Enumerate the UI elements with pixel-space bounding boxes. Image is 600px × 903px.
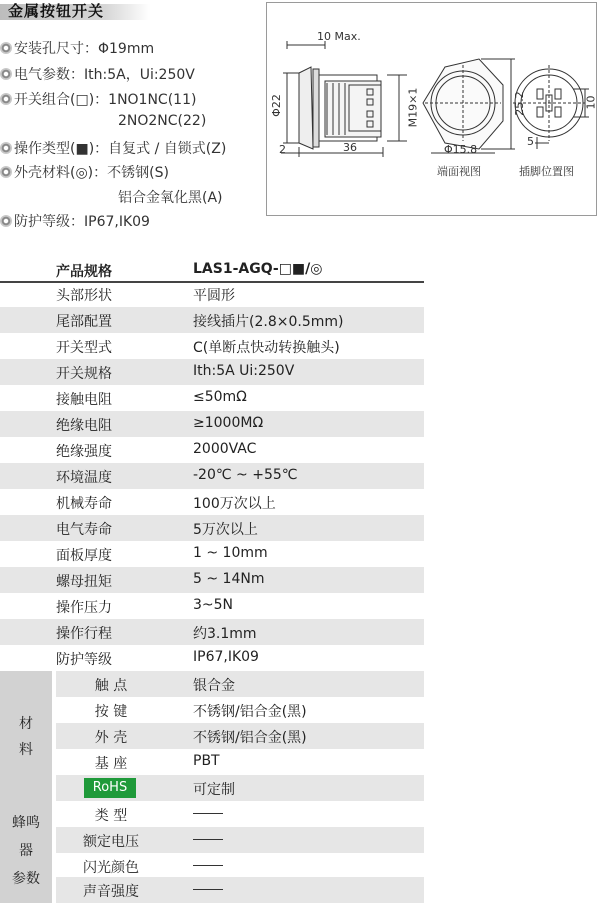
- row-label: 绝缘强度: [56, 444, 112, 460]
- row-value: 5万次以上: [193, 522, 258, 538]
- table-row: [56, 749, 424, 775]
- dim-label: Φ22: [269, 94, 283, 117]
- row-label: 防护等级: [56, 652, 112, 668]
- empty-value-dash: [193, 805, 223, 821]
- row-value: C(单断点快动转换触头): [193, 340, 340, 356]
- bullet-icon: [0, 166, 12, 178]
- table-row: [0, 645, 424, 671]
- row-value: 约3.1mm: [193, 626, 257, 642]
- row-label: 机械寿命: [56, 496, 112, 512]
- empty-value-dash: [193, 881, 223, 897]
- bullet-icon: [0, 68, 12, 80]
- row-label: 电气寿命: [56, 522, 112, 538]
- table-row: [0, 437, 424, 463]
- row-label: 接触电阻: [56, 392, 112, 408]
- caption-front-view: 端面视图: [437, 165, 481, 178]
- row-value: ≤50mΩ: [193, 389, 247, 405]
- dim-label: M19×1: [406, 87, 420, 128]
- spec-item: [0, 162, 169, 182]
- table-row: [56, 697, 424, 723]
- table-row: [0, 281, 424, 307]
- dim-label: 10: [584, 95, 598, 110]
- table-row: [0, 359, 424, 385]
- row-label: 绝缘电阻: [56, 418, 112, 434]
- empty-value-dash: [193, 831, 223, 847]
- bullet-icon: [0, 93, 12, 105]
- spec-label: 外壳材料(◎)：: [14, 165, 108, 181]
- row-label: 基 座: [94, 756, 128, 772]
- row-value: 不锈钢/铝合金(黑): [193, 704, 307, 720]
- row-label: 头部形状: [56, 288, 112, 304]
- spec-item: [0, 38, 154, 58]
- bullet-icon: [0, 42, 12, 54]
- table-row: [56, 671, 424, 697]
- row-value: 3~5N: [193, 597, 234, 613]
- row-label: 开关型式: [56, 340, 112, 356]
- table-row: [0, 411, 424, 437]
- empty-value-dash: [193, 857, 223, 873]
- buzzer-group-label: [0, 801, 52, 903]
- row-value: PBT: [193, 753, 220, 769]
- row-value: 可定制: [193, 782, 235, 798]
- header-value: LAS1-AGQ-□■/◎: [193, 261, 323, 277]
- row-value: 2000VAC: [193, 441, 257, 457]
- table-row: [0, 333, 424, 359]
- spec-value: 自复式 / 自锁式(Z): [108, 141, 227, 157]
- dim-label: 25.2: [512, 91, 526, 116]
- table-row: [56, 827, 424, 853]
- page-title: 金属按钮开关: [8, 2, 105, 20]
- row-label: 尾部配置: [56, 314, 112, 330]
- spec-label: 操作类型(■)：: [14, 141, 109, 157]
- table-row: [0, 463, 424, 489]
- row-value: -20℃ ~ +55℃: [193, 467, 298, 483]
- group-label-part: 器: [19, 843, 33, 859]
- bullet-icon: [0, 142, 12, 154]
- table-row: [0, 307, 424, 333]
- row-label: 螺母扭矩: [56, 574, 112, 590]
- rohs-badge: RoHS: [84, 778, 136, 798]
- table-row: [0, 515, 424, 541]
- spec-item: [0, 211, 150, 231]
- spec-value: 1NO1NC(11): [108, 92, 197, 108]
- row-value: Ith:5A Ui:250V: [193, 363, 295, 379]
- spec-label: 防护等级：: [14, 214, 84, 230]
- spec-label: 电气参数：: [14, 67, 84, 83]
- table-row: [0, 567, 424, 593]
- material-group-label: [0, 671, 52, 801]
- title-banner: [0, 0, 150, 22]
- row-value: IP67,IK09: [193, 649, 259, 665]
- caption-pin-view: 插脚位置图: [519, 165, 574, 178]
- spec-item: [0, 89, 196, 109]
- group-label-part: 料: [19, 742, 33, 758]
- row-value: 不锈钢/铝合金(黑): [193, 730, 307, 746]
- spec-value-continued: 2NO2NC(22): [118, 113, 207, 129]
- spec-value: IP67,IK09: [84, 214, 150, 230]
- group-label-part: 材: [19, 716, 33, 732]
- bullet-icon: [0, 215, 12, 227]
- row-value: ≥1000MΩ: [193, 415, 264, 431]
- row-label: 声音强度: [83, 884, 139, 900]
- row-label: 类 型: [94, 808, 128, 824]
- spec-value: Φ19mm: [98, 41, 155, 57]
- header-label: 产品规格: [56, 264, 112, 280]
- table-row: [56, 853, 424, 879]
- table-row: [0, 541, 424, 567]
- spec-label: 安装孔尺寸：: [14, 41, 98, 57]
- table-row: [56, 775, 424, 801]
- group-label-part: 蜂鸣: [12, 815, 40, 831]
- table-header: [0, 259, 424, 283]
- row-label: 环境温度: [56, 470, 112, 486]
- spec-label: 开关组合(□)：: [14, 92, 109, 108]
- dim-label: 2: [279, 143, 286, 156]
- row-label: 触 点: [94, 678, 128, 694]
- row-label: 外 壳: [94, 730, 128, 746]
- row-label: 按 键: [94, 704, 128, 720]
- row-value: 平圆形: [193, 288, 235, 304]
- row-label: 额定电压: [83, 834, 139, 850]
- row-label: 操作压力: [56, 600, 112, 616]
- row-value: 5 ~ 14Nm: [193, 571, 265, 587]
- technical-drawing: [266, 2, 597, 216]
- table-row: [0, 385, 424, 411]
- row-value: 1 ~ 10mm: [193, 545, 268, 561]
- spec-item: [0, 138, 226, 158]
- dim-label: 5: [527, 135, 534, 148]
- row-label: 操作行程: [56, 626, 112, 642]
- dim-label: 10 Max.: [317, 30, 361, 43]
- table-row: [56, 801, 424, 827]
- row-label: 闪光颜色: [83, 860, 139, 876]
- dim-label: 36: [343, 141, 357, 154]
- dim-label: Φ15.8: [444, 143, 478, 156]
- table-row: [56, 877, 424, 903]
- row-label: 面板厚度: [56, 548, 112, 564]
- spec-value-continued: 铝合金氧化黑(A): [118, 190, 223, 206]
- row-label: 开关规格: [56, 366, 112, 382]
- spec-value: 不锈钢(S): [107, 165, 169, 181]
- row-value: 100万次以上: [193, 496, 276, 512]
- group-label-part: 参数: [12, 871, 40, 887]
- spec-item: [0, 64, 195, 84]
- table-row: [0, 489, 424, 515]
- table-row: [0, 593, 424, 619]
- row-value: 银合金: [193, 678, 235, 694]
- table-row: [56, 723, 424, 749]
- spec-value: Ith:5A，Ui:250V: [84, 67, 195, 83]
- row-value: 接线插片(2.8×0.5mm): [193, 314, 344, 330]
- table-row: [0, 619, 424, 645]
